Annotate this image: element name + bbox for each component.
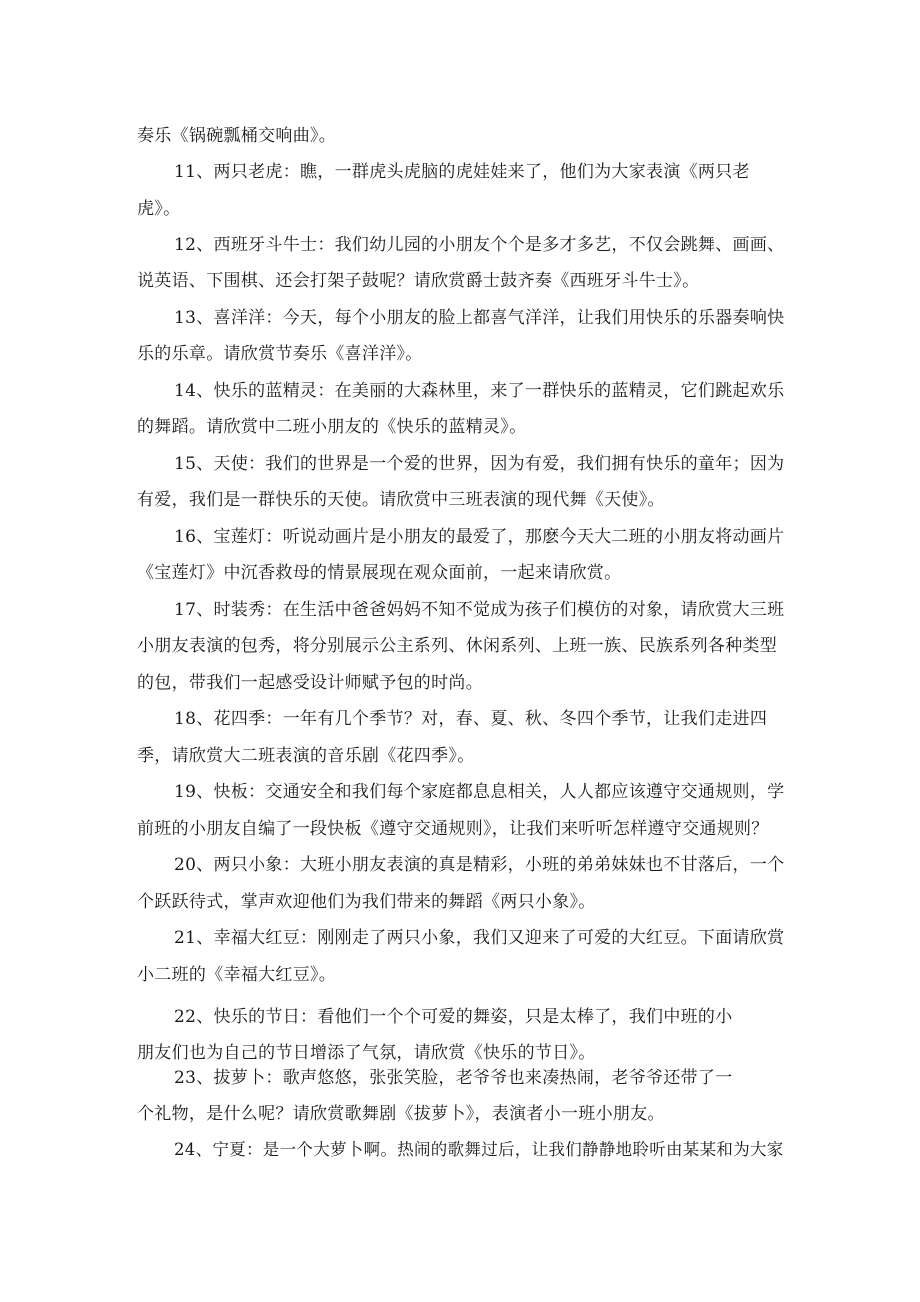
text-line: 23、拔萝卜：歌声悠悠，张张笑脸，老爷爷也来凑热闹，老爷爷还带了一: [174, 1068, 733, 1088]
text-line: 季，请欣赏大二班表演的音乐剧《花四季》。: [137, 746, 475, 766]
text-line: 24、宁夏：是一个大萝卜啊。热闹的歌舞过后，让我们静静地聆听由某某和为大家: [174, 1140, 784, 1159]
text-line: 个礼物，是什么呢？请欣赏歌舞剧《拔萝卜》，表演者小一班小朋友。: [137, 1104, 665, 1124]
text-line: 乐的乐章。请欣赏节奏乐《喜洋洋》。: [137, 344, 423, 364]
text-line: 12、西班牙斗牛士：我们幼儿园的小朋友个个是多才多艺，不仅会跳舞、画画、: [174, 235, 785, 255]
text-line: 个跃跃待式，掌声欢迎他们为我们带来的舞蹈《两只小象》。: [137, 892, 596, 912]
text-line: 15、天使：我们的世界是一个爱的世界，因为有爱，我们拥有快乐的童年；因为: [174, 454, 785, 474]
text-line: 《宝莲灯》中沉香救母的情景展现在观众面前，一起来请欣赏。: [137, 563, 622, 583]
text-line: 前班的小朋友自编了一段快板《遵守交通规则》，让我们来听听怎样遵守交通规则？: [137, 819, 769, 839]
text-line: 11、两只老虎：瞧，一群虎头虎脑的虎娃娃来了，他们为大家表演《两只老: [174, 162, 750, 182]
text-line: 19、快板：交通安全和我们每个家庭都息息相关，人人都应该遵守交通规则，学: [174, 782, 785, 802]
text-line: 16、宝莲灯：听说动画片是小朋友的最爱了，那麽今天大二班的小朋友将动画片: [174, 527, 785, 547]
text-line: 小朋友表演的包秀，将分别展示公主系列、休闲系列、上班一族、民族系列各种类型: [137, 636, 778, 656]
text-line: 虎》。: [137, 199, 181, 219]
text-line: 18、花四季：一年有几个季节？对，春、夏、秋、冬四个季节，让我们走进四: [174, 709, 768, 729]
text-line: 朋友们也为自己的节日增添了气氛，请欣赏《快乐的节日》。: [137, 1043, 596, 1063]
text-line: 的包，带我们一起感受设计师赋予包的时尚。: [137, 673, 483, 693]
text-line: 13、喜洋洋：今天，每个小朋友的脸上都喜气洋洋，让我们用快乐的乐器奏响快: [174, 308, 785, 328]
text-line: 20、两只小象：大班小朋友表演的真是精彩，小班的弟弟妹妹也不甘落后，一个: [174, 855, 785, 875]
text-line: 奏乐《锅碗瓢桶交响曲》。: [137, 126, 337, 146]
text-line: 17、时装秀：在生活中爸爸妈妈不知不觉成为孩子们模仿的对象，请欣赏大三班: [174, 600, 785, 620]
text-line: 说英语、下围棋、还会打架子鼓呢？请欣赏爵士鼓齐奏《西班牙斗牛士》。: [137, 271, 700, 291]
text-line: 的舞蹈。请欣赏中二班小朋友的《快乐的蓝精灵》。: [137, 417, 527, 437]
text-line: 小二班的《幸福大红豆》。: [137, 965, 337, 985]
text-line: 21、幸福大红豆：刚刚走了两只小象，我们又迎来了可爱的大红豆。下面请欣赏: [174, 928, 785, 948]
text-line: 有爱，我们是一群快乐的天使。请欣赏中三班表演的现代舞《天使》。: [137, 490, 665, 510]
text-line: 22、快乐的节日：看他们一个个可爱的舞姿，只是太棒了，我们中班的小: [174, 1007, 733, 1027]
text-line: 14、快乐的蓝精灵：在美丽的大森林里，来了一群快乐的蓝精灵，它们跳起欢乐: [174, 381, 785, 401]
